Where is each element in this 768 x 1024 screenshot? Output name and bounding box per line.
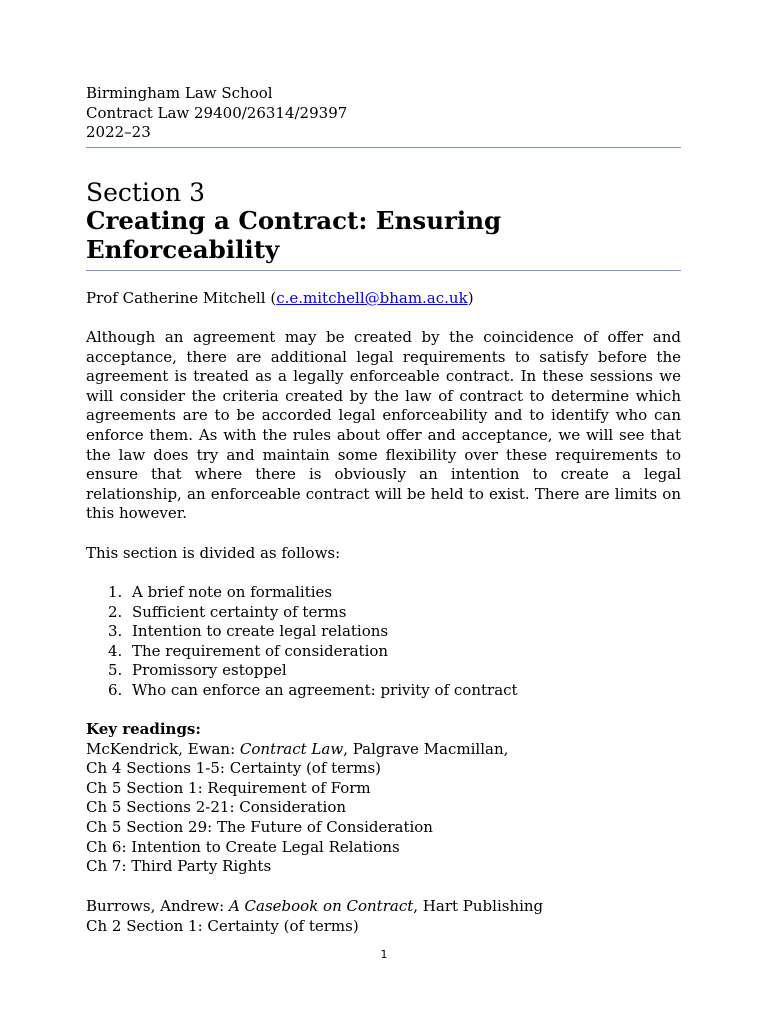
list-item: [86, 681, 518, 701]
list-item-text: Intention to create legal relations: [132, 622, 389, 641]
key-readings-continued: [86, 897, 543, 936]
list-item-number: 3.: [108, 622, 123, 641]
chapter-reference: Ch 4 Sections 1-5: Certainty (of terms): [86, 759, 382, 778]
chapter-reference: Ch 2 Section 1: Certainty (of terms): [86, 916, 359, 935]
academic-year: 2022–23: [86, 123, 151, 142]
course-code: Contract Law 29400/26314/29397: [86, 103, 348, 122]
book-author: McKendrick, Ewan:: [86, 739, 240, 758]
list-item-text: The requirement of consideration: [132, 641, 389, 660]
chapter-reference: Ch 5 Section 29: The Future of Consideration: [86, 817, 433, 836]
list-item-number: 2.: [108, 602, 123, 621]
chapter-reference: Ch 5 Sections 2-21: Consideration: [86, 798, 347, 817]
list-item-text: Sufficient certainty of terms: [132, 602, 347, 621]
list-item-text: Who can enforce an agreement: privity of contract: [132, 680, 518, 699]
page-number: 1: [380, 948, 388, 961]
book-citation: [86, 740, 508, 760]
key-readings-heading: Key readings:: [86, 720, 201, 738]
document-header: [86, 84, 347, 143]
chapter-reference: Ch 6: Intention to Create Legal Relations: [86, 837, 400, 856]
book-citation: [86, 897, 543, 917]
list-item: [86, 603, 518, 623]
divided-intro: This section is divided as follows:: [86, 544, 341, 562]
book-publisher: , Palgrave Macmillan,: [343, 739, 509, 758]
chapter-reference: Ch 5 Section 1: Requirement of Form: [86, 778, 371, 797]
list-item: [86, 622, 518, 642]
list-item-number: 4.: [108, 641, 123, 660]
list-item-text: Promissory estoppel: [132, 661, 287, 680]
chapter-reference: Ch 7: Third Party Rights: [86, 857, 272, 876]
author-line: [86, 289, 474, 309]
author-suffix: ): [467, 289, 474, 307]
list-item-text: A brief note on formalities: [132, 583, 333, 601]
author-name: Prof Catherine Mitchell (: [86, 289, 277, 307]
book-title: Contract Law: [239, 739, 344, 758]
list-item-number: 6.: [108, 680, 123, 699]
list-item-number: 5.: [108, 661, 123, 680]
section-title-line-2: Enforceability: [86, 235, 280, 264]
section-list: [86, 583, 518, 701]
author-email-link[interactable]: c.e.mitchell@bham.ac.uk: [276, 289, 468, 307]
book-publisher: , Hart Publishing: [413, 897, 544, 915]
section-title: [86, 206, 681, 264]
section-label: Section 3: [86, 178, 205, 207]
book-title: A Casebook on Contract: [228, 897, 414, 915]
list-item: [86, 661, 518, 681]
section-title-line-1: Creating a Contract: Ensuring: [86, 206, 502, 235]
list-item-number: 1.: [108, 583, 123, 601]
key-readings: [86, 720, 508, 877]
list-item: [86, 583, 518, 603]
list-item: [86, 642, 518, 662]
school-name: Birmingham Law School: [86, 84, 273, 102]
book-author: Burrows, Andrew:: [86, 897, 229, 915]
intro-paragraph: Although an agreement may be created by the coincidence of offer and acceptance, there are additional legal requirements to satisfy before the agreement is treated as a legally enforceable contract. In these sessions we will consider the criteria created by the law of contract to determine which agreements are to be accorded legal enforceability and to identify who can enforce them. As with the rules about offer and acceptance, we will see that the law does try and maintain some flexibility over these requirements to ensure that where there is obviously an intention to create a legal relationship, an enforceable contract will be held to exist. There are limits on this however.: [86, 328, 681, 523]
title-divider: [86, 270, 681, 271]
header-divider: [86, 147, 681, 148]
